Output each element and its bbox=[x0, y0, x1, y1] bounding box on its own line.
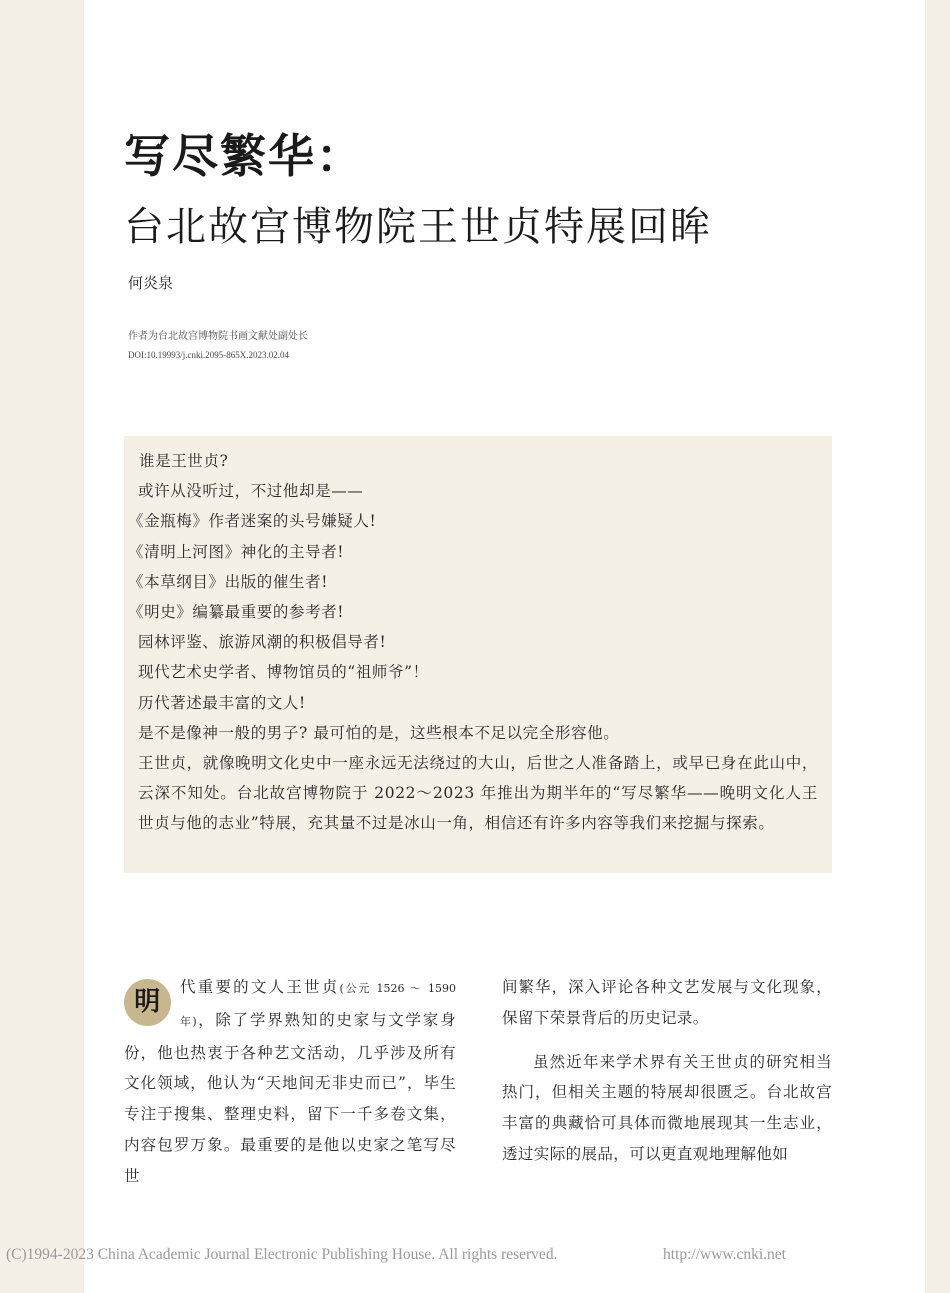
dropcap: 明 bbox=[124, 979, 171, 1026]
abstract-line: 是不是像神一般的男子? 最可怕的是，这些根本不足以完全形容他。 bbox=[138, 723, 620, 742]
abstract-line: 现代艺术史学者、博物馆员的“祖师爷”！ bbox=[138, 663, 429, 682]
article-title-main: 写尽繁华： bbox=[124, 129, 364, 183]
author-name: 何炎泉 bbox=[128, 274, 174, 292]
abstract-line: 园林评鉴、旅游风潮的积极倡导者! bbox=[138, 633, 387, 652]
body-paragraph: 间繁华，深入评论各种文艺发展与文化现象，保留下荣景背后的历史记录。 bbox=[502, 978, 832, 1027]
body-text-segment: 代重要的文人王世贞 bbox=[180, 978, 340, 996]
abstract-line: 谁是王世贞? bbox=[139, 452, 229, 470]
body-text-segment: ，除了学界熟知的史家与文学家身份，他也热衷于各种艺文活动，几乎涉及所有文化领域，他认为“天地间无非史而已”，毕生专注于搜集、整理史料，留下一千多卷文集，内容包罗万象。最重要的是他以史家之笔写尽世 bbox=[124, 1010, 456, 1185]
abstract-line: 《金瓶梅》作者迷案的头号嫌疑人! bbox=[128, 512, 377, 531]
abstract-line: 《本草纲目》出版的催生者! bbox=[128, 572, 329, 591]
author-note: 作者为台北故宫博物院书画文献处副处长 bbox=[128, 331, 308, 342]
footer-url: http://www.cnki.net bbox=[663, 1246, 786, 1263]
copyright-notice: (C)1994-2023 China Academic Journal Electronic Publishing House. All rights reserved. bbox=[6, 1246, 558, 1263]
abstract-line: 或许从没听过，不过他却是—— bbox=[138, 482, 364, 501]
article-title-sub: 台北故宫博物院王世贞特展回眸 bbox=[124, 204, 712, 250]
body-years: (公元 1526 ～ 1590 年) bbox=[180, 982, 456, 1028]
abstract-box bbox=[124, 436, 832, 873]
abstract-line: 《明史》编纂最重要的参考者! bbox=[128, 603, 345, 622]
abstract-line: 《清明上河图》神化的主导者! bbox=[128, 542, 345, 561]
dropcap-container bbox=[124, 972, 180, 1036]
body-column-left bbox=[124, 972, 456, 1192]
body-column-right bbox=[502, 972, 832, 1170]
abstract-paragraph: 王世贞，就像晚明文化史中一座永远无法绕过的大山，后世之人准备踏上，或早已身在此山中，云深不知处。台北故宫博物院于 2022～2023 年推出为期半年的“写尽繁华——晚明文化人王世贞与他的志业”特展，充其量不过是冰山一角，相信还有许多内容等我们来挖掘与探索。 bbox=[138, 754, 818, 833]
doi: DOI:10.19993/j.cnki.2095-865X.2023.02.04 bbox=[128, 350, 289, 360]
body-paragraph: 虽然近年来学术界有关王世贞的研究相当热门，但相关主题的特展却很匮乏。台北故宫丰富的典藏恰可具体而微地展现其一生志业，透过实际的展品，可以更直观地理解他如 bbox=[502, 1052, 832, 1163]
abstract-line: 历代著述最丰富的文人! bbox=[138, 693, 306, 712]
